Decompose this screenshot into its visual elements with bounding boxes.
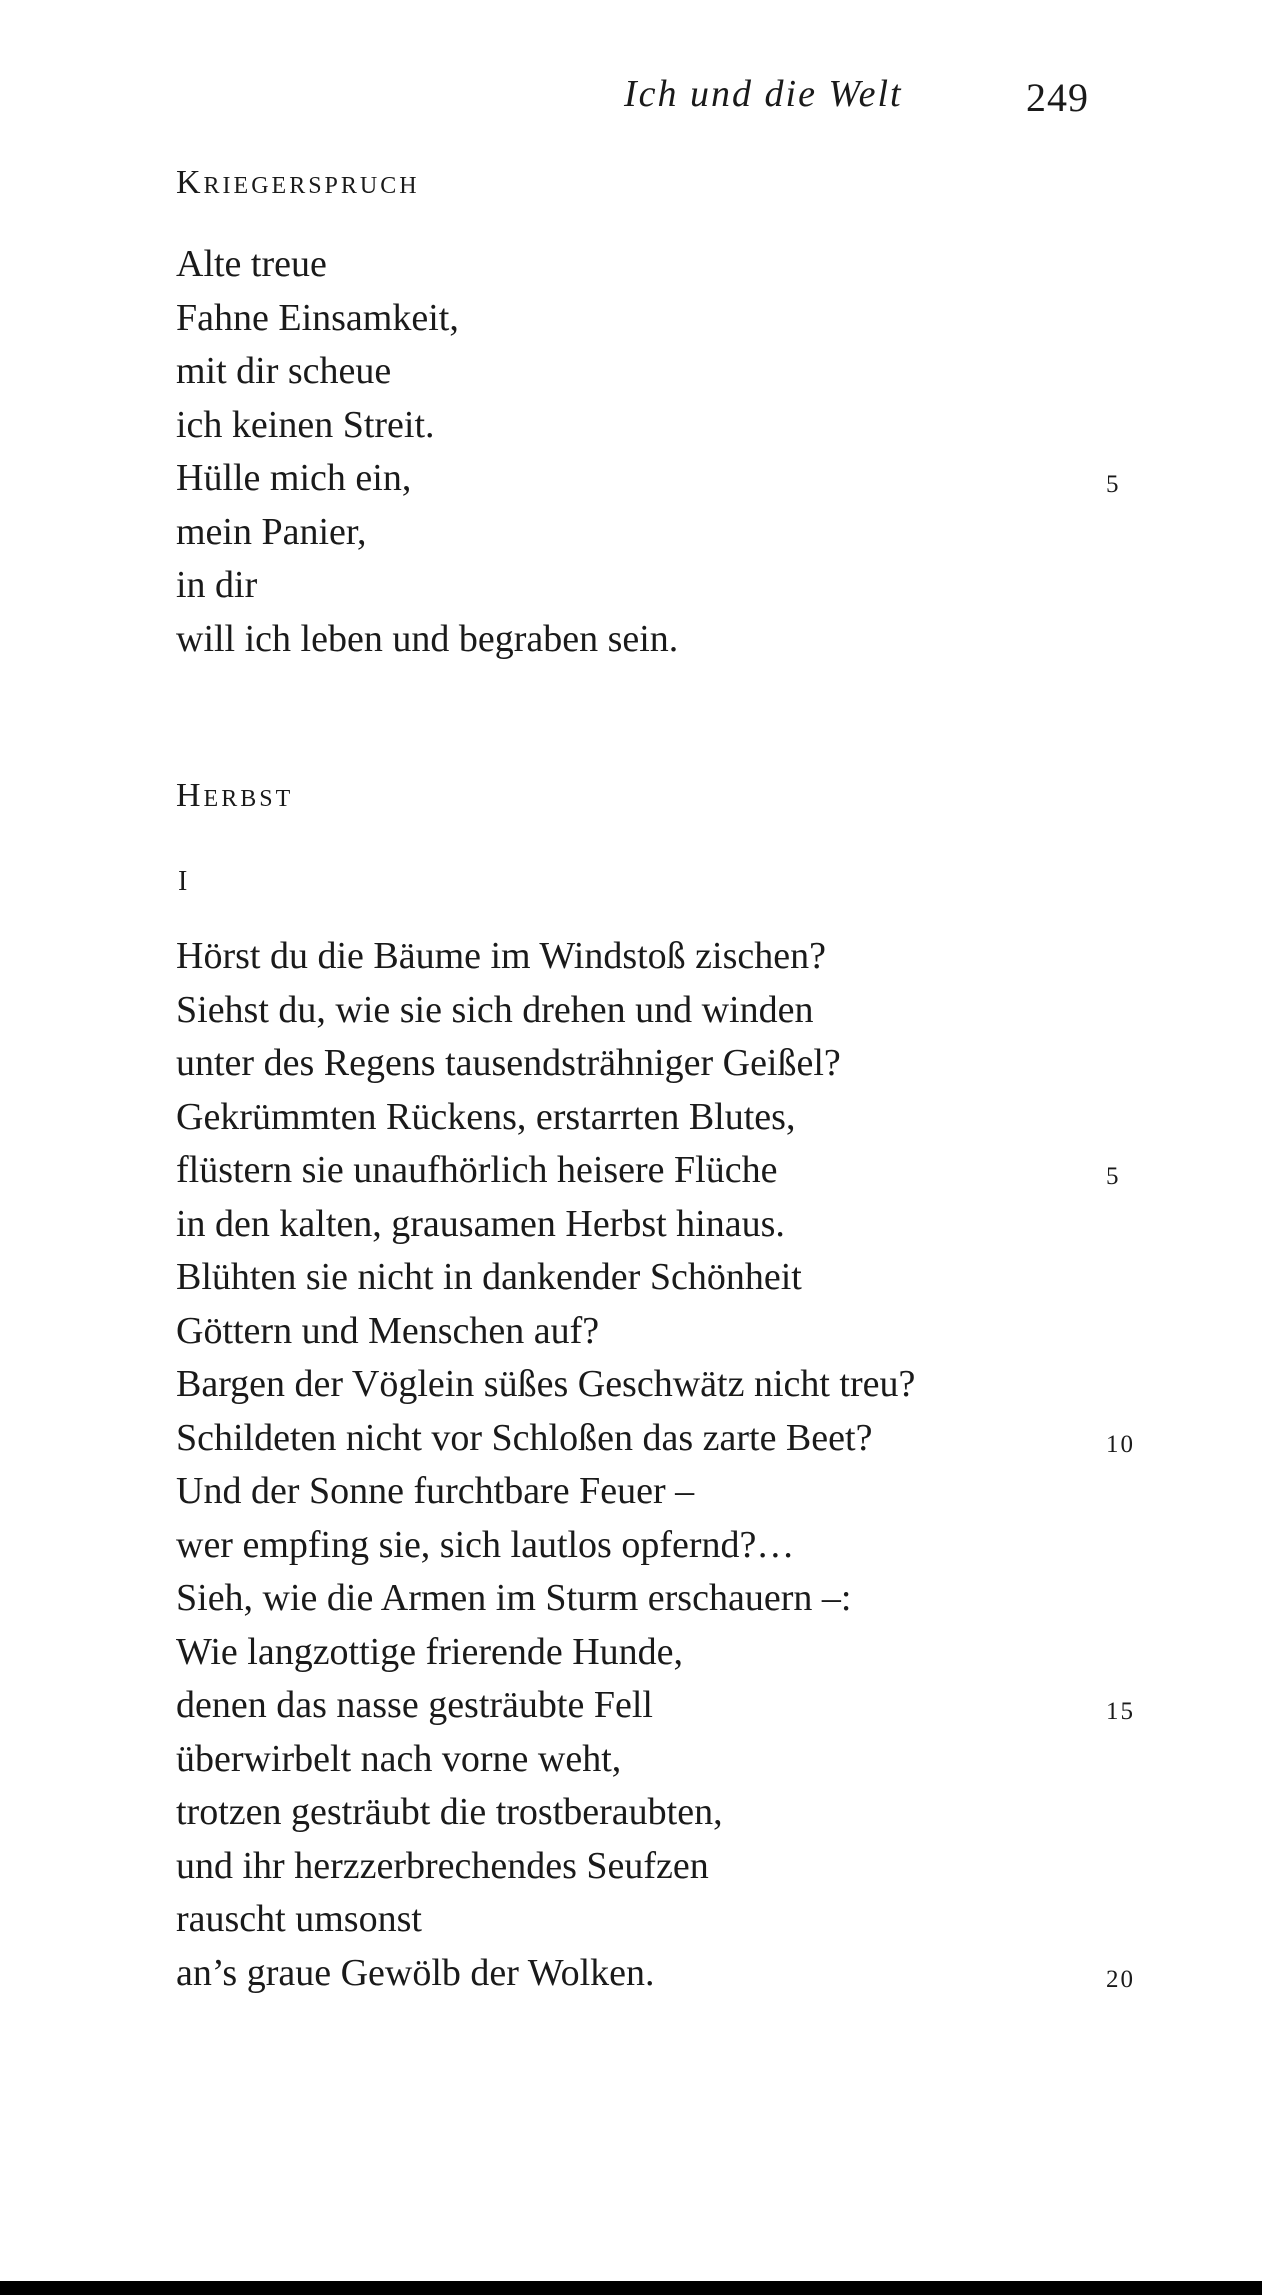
verse-line — [176, 1786, 915, 1840]
verse-line — [176, 1840, 915, 1894]
verse-line — [176, 1893, 915, 1947]
verse-line — [176, 1412, 1135, 1466]
verse-line-text: trotzen gesträubt die trostberaubten, — [176, 1791, 723, 1833]
verse-line — [176, 930, 915, 984]
verse-line-text: denen das nasse gesträubte Fell — [176, 1684, 653, 1726]
running-title: Ich und die Welt — [624, 73, 903, 115]
verse-line — [176, 1572, 915, 1626]
verse-line — [176, 559, 678, 613]
verse-line — [176, 1519, 915, 1573]
verse-line — [176, 613, 678, 667]
verse-line-text: flüstern sie unaufhörlich heisere Flüche — [176, 1149, 778, 1191]
verse-line-text: Und der Sonne furchtbare Feuer – — [176, 1470, 695, 1512]
verse-line — [176, 1251, 915, 1305]
line-number: 15 — [1106, 1698, 1135, 1725]
verse-line-text: und ihr herzzerbrechendes Seufzen — [176, 1844, 709, 1887]
verse-line-text: Schildeten nicht vor Schloßen das zarte Beet? — [176, 1416, 873, 1459]
poem-herbst-verse — [176, 930, 1135, 2000]
verse-line — [176, 452, 1121, 506]
verse-line — [176, 984, 915, 1038]
verse-line — [176, 1305, 915, 1359]
verse-line-text: überwirbelt nach vorne weht, — [176, 1737, 622, 1780]
verse-line-text: in dir — [176, 564, 258, 606]
line-number: 10 — [1106, 1430, 1135, 1458]
verse-line — [176, 1465, 915, 1519]
verse-line-text: Hörst du die Bäume im Windstoß zischen? — [176, 935, 826, 977]
verse-line-text: Wie langzottige frierende Hunde, — [176, 1630, 684, 1673]
poem-kriegerspruch-verse — [176, 238, 1121, 666]
verse-line-text: mit dir scheue — [176, 350, 392, 392]
verse-line-text: Hülle mich ein, — [176, 457, 412, 499]
verse-line — [176, 1144, 1121, 1198]
verse-line-text: Blühten sie nicht in dankender Schönheit — [176, 1256, 802, 1298]
running-head — [0, 72, 1262, 122]
verse-line-text: in den kalten, grausamen Herbst hinaus. — [176, 1202, 785, 1245]
verse-line — [176, 1091, 915, 1145]
line-number: 5 — [1106, 471, 1121, 498]
verse-line — [176, 1947, 1135, 2001]
verse-line — [176, 1198, 915, 1252]
verse-line-text: an’s graue Gewölb der Wolken. — [176, 1951, 655, 1994]
section-number: I — [178, 866, 188, 897]
page-number: 249 — [1026, 75, 1089, 120]
verse-line-text: wer empfing sie, sich lautlos opfernd?… — [176, 1523, 795, 1566]
verse-line — [176, 1626, 915, 1680]
poem-title-herbst: Herbst — [176, 777, 294, 814]
verse-line — [176, 506, 678, 560]
verse-line-text: Göttern und Menschen auf? — [176, 1309, 600, 1352]
verse-line-text: rauscht umsonst — [176, 1898, 422, 1940]
verse-line — [176, 1733, 915, 1787]
verse-line — [176, 238, 678, 292]
scan-bottom-edge — [0, 2281, 1262, 2295]
verse-line — [176, 345, 678, 399]
verse-line — [176, 292, 678, 346]
verse-line — [176, 1679, 1135, 1733]
verse-line-text: unter des Regens tausendsträhniger Geißel? — [176, 1042, 841, 1084]
verse-line — [176, 1037, 915, 1091]
verse-line-text: will ich leben und begraben sein. — [176, 617, 679, 660]
verse-line-text: Sieh, wie die Armen im Sturm erschauern –: — [176, 1577, 852, 1619]
verse-line-text: ich keinen Streit. — [176, 403, 435, 446]
verse-line-text: Alte treue — [176, 243, 327, 285]
verse-line-text: mein Panier, — [176, 510, 367, 553]
line-number: 5 — [1106, 1163, 1121, 1190]
line-number: 20 — [1106, 1965, 1135, 1993]
verse-line-text: Gekrümmten Rückens, erstarrten Blutes, — [176, 1095, 796, 1138]
poem-title-kriegerspruch: Kriegerspruch — [176, 164, 420, 201]
verse-line-text: Bargen der Vöglein süßes Geschwätz nicht treu? — [176, 1363, 916, 1405]
verse-line — [176, 1358, 915, 1412]
verse-line-text: Siehst du, wie sie sich drehen und winden — [176, 988, 814, 1031]
verse-line — [176, 399, 678, 453]
verse-line-text: Fahne Einsamkeit, — [176, 296, 459, 339]
